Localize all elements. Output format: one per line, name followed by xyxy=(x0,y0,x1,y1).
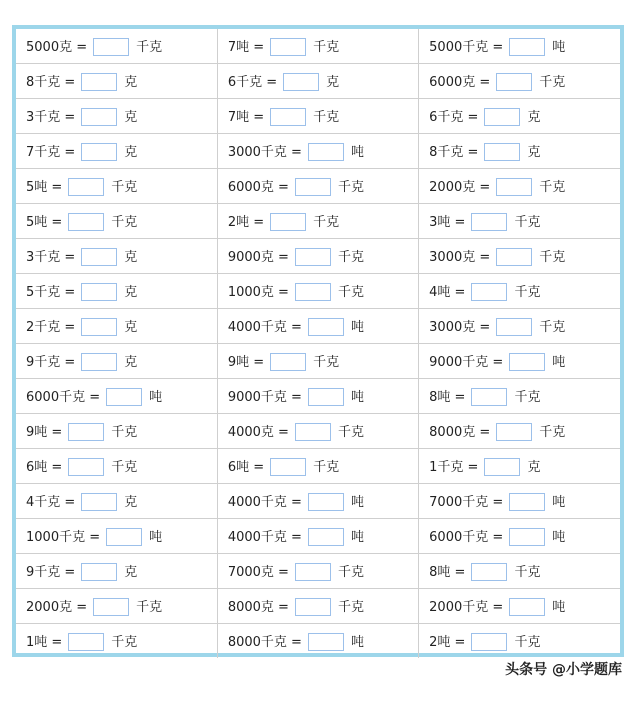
target-unit: 千克 xyxy=(514,214,541,230)
answer-input[interactable] xyxy=(68,423,104,441)
answer-input[interactable] xyxy=(308,633,344,651)
answer-input[interactable] xyxy=(68,633,104,651)
answer-input[interactable] xyxy=(295,248,331,266)
target-unit: 千克 xyxy=(136,39,163,55)
conversion-problem xyxy=(419,414,620,449)
answer-input[interactable] xyxy=(471,213,507,231)
answer-input[interactable] xyxy=(484,143,520,161)
conversion-problem xyxy=(16,204,217,239)
problem-question: 6吨 = xyxy=(227,459,265,475)
problem-question: 8000克 = xyxy=(227,599,289,615)
problem-question: 6吨 = xyxy=(26,459,63,475)
target-unit: 吨 xyxy=(350,634,364,650)
target-unit: 吨 xyxy=(350,319,364,335)
problem-question: 6000千克 = xyxy=(429,529,504,545)
table-row xyxy=(16,624,620,659)
target-unit: 吨 xyxy=(350,144,364,160)
conversion-problem xyxy=(16,449,217,484)
problem-question: 9吨 = xyxy=(26,424,63,440)
conversion-problem xyxy=(217,64,418,99)
answer-input[interactable] xyxy=(509,528,545,546)
conversion-problem xyxy=(419,204,620,239)
conversion-problem xyxy=(217,449,418,484)
target-unit: 克 xyxy=(124,249,138,265)
problem-question: 2000千克 = xyxy=(429,599,504,615)
target-unit: 千克 xyxy=(111,634,138,650)
conversion-problem xyxy=(217,624,418,659)
conversion-problem xyxy=(217,99,418,134)
answer-input[interactable] xyxy=(81,248,117,266)
target-unit: 克 xyxy=(527,109,541,125)
target-unit: 克 xyxy=(124,564,138,580)
target-unit: 千克 xyxy=(313,109,340,125)
problem-question: 5千克 = xyxy=(26,284,76,300)
conversion-problem xyxy=(419,29,620,64)
table-row xyxy=(16,379,620,414)
problem-question: 7000克 = xyxy=(227,564,289,580)
conversion-problem xyxy=(419,134,620,169)
answer-input[interactable] xyxy=(81,563,117,581)
answer-input[interactable] xyxy=(295,563,331,581)
conversion-problem xyxy=(419,99,620,134)
problem-question: 9000千克 = xyxy=(429,354,504,370)
problem-question: 4000千克 = xyxy=(227,529,302,545)
conversion-problem xyxy=(16,134,217,169)
problem-question: 3000克 = xyxy=(429,249,491,265)
conversion-problem xyxy=(217,309,418,344)
target-unit: 千克 xyxy=(337,179,364,195)
table-row xyxy=(16,274,620,309)
conversion-problem xyxy=(217,554,418,589)
target-unit: 千克 xyxy=(111,179,138,195)
target-unit: 千克 xyxy=(539,319,566,335)
answer-input[interactable] xyxy=(106,528,142,546)
conversion-problem xyxy=(16,309,217,344)
answer-input[interactable] xyxy=(81,353,117,371)
problem-question: 2000克 = xyxy=(429,179,491,195)
target-unit: 吨 xyxy=(350,494,364,510)
target-unit: 克 xyxy=(124,284,138,300)
problem-question: 3吨 = xyxy=(429,214,466,230)
conversion-problem xyxy=(419,344,620,379)
conversion-problem xyxy=(16,484,217,519)
problem-question: 2吨 = xyxy=(429,634,466,650)
target-unit: 吨 xyxy=(149,389,163,405)
table-row xyxy=(16,134,620,169)
table-row xyxy=(16,239,620,274)
watermark-footer: 头条号 @小学题库 xyxy=(505,662,622,678)
conversion-problem xyxy=(419,239,620,274)
answer-input[interactable] xyxy=(471,563,507,581)
problem-question: 3000千克 = xyxy=(227,144,302,160)
problem-question: 8吨 = xyxy=(429,564,466,580)
problem-question: 4000千克 = xyxy=(227,494,302,510)
answer-input[interactable] xyxy=(295,283,331,301)
answer-input[interactable] xyxy=(283,73,319,91)
conversion-problem xyxy=(419,484,620,519)
problem-question: 7千克 = xyxy=(26,144,76,160)
problem-question: 7吨 = xyxy=(227,39,265,55)
table-row xyxy=(16,414,620,449)
problem-question: 5000克 = xyxy=(26,39,88,55)
answer-input[interactable] xyxy=(509,353,545,371)
answer-input[interactable] xyxy=(509,38,545,56)
problem-question: 6000千克 = xyxy=(26,389,101,405)
problem-question: 6000克 = xyxy=(227,179,289,195)
problem-question: 4000克 = xyxy=(227,424,289,440)
answer-input[interactable] xyxy=(484,458,520,476)
answer-input[interactable] xyxy=(270,213,306,231)
answer-input[interactable] xyxy=(68,213,104,231)
answer-input[interactable] xyxy=(496,318,532,336)
conversion-problem xyxy=(16,274,217,309)
conversion-problem xyxy=(16,379,217,414)
problem-question: 1000克 = xyxy=(227,284,289,300)
problem-question: 8000千克 = xyxy=(227,634,302,650)
target-unit: 千克 xyxy=(111,214,138,230)
target-unit: 千克 xyxy=(539,179,566,195)
table-row xyxy=(16,589,620,624)
problem-question: 5000千克 = xyxy=(429,39,504,55)
target-unit: 千克 xyxy=(514,634,541,650)
table-row xyxy=(16,519,620,554)
answer-input[interactable] xyxy=(270,458,306,476)
problem-question: 6000克 = xyxy=(429,74,491,90)
target-unit: 千克 xyxy=(313,354,340,370)
conversion-problem xyxy=(419,449,620,484)
conversion-problem xyxy=(16,239,217,274)
answer-input[interactable] xyxy=(270,108,306,126)
answer-input[interactable] xyxy=(496,423,532,441)
problem-question: 7吨 = xyxy=(227,109,265,125)
answer-input[interactable] xyxy=(295,598,331,616)
problem-question: 4000千克 = xyxy=(227,319,302,335)
target-unit: 克 xyxy=(527,459,541,475)
target-unit: 千克 xyxy=(337,599,364,615)
conversion-problem xyxy=(217,414,418,449)
target-unit: 千克 xyxy=(539,74,566,90)
table-row xyxy=(16,449,620,484)
table-row xyxy=(16,204,620,239)
target-unit: 千克 xyxy=(111,424,138,440)
answer-input[interactable] xyxy=(496,248,532,266)
conversion-problem xyxy=(217,204,418,239)
problem-question: 9千克 = xyxy=(26,564,76,580)
conversion-problem xyxy=(217,344,418,379)
target-unit: 千克 xyxy=(313,214,340,230)
conversion-problem xyxy=(419,64,620,99)
target-unit: 千克 xyxy=(337,284,364,300)
target-unit: 千克 xyxy=(313,459,340,475)
answer-input[interactable] xyxy=(471,283,507,301)
target-unit: 千克 xyxy=(313,39,340,55)
conversion-problem xyxy=(16,344,217,379)
target-unit: 千克 xyxy=(337,564,364,580)
answer-input[interactable] xyxy=(81,108,117,126)
target-unit: 千克 xyxy=(514,564,541,580)
problem-question: 9吨 = xyxy=(227,354,265,370)
answer-input[interactable] xyxy=(68,178,104,196)
problem-question: 9000千克 = xyxy=(227,389,302,405)
answer-input[interactable] xyxy=(93,598,129,616)
conversion-problem xyxy=(217,484,418,519)
target-unit: 千克 xyxy=(136,599,163,615)
answer-input[interactable] xyxy=(295,178,331,196)
conversion-problem xyxy=(419,274,620,309)
conversion-table xyxy=(16,29,620,658)
table-row xyxy=(16,99,620,134)
problem-question: 2千克 = xyxy=(26,319,76,335)
answer-input[interactable] xyxy=(308,528,344,546)
target-unit: 千克 xyxy=(514,284,541,300)
conversion-problem xyxy=(16,519,217,554)
answer-input[interactable] xyxy=(295,423,331,441)
problem-question: 9千克 = xyxy=(26,354,76,370)
target-unit: 克 xyxy=(124,109,138,125)
conversion-problem xyxy=(16,99,217,134)
answer-input[interactable] xyxy=(81,283,117,301)
problem-question: 9000克 = xyxy=(227,249,289,265)
conversion-problem xyxy=(16,589,217,624)
target-unit: 千克 xyxy=(514,389,541,405)
target-unit: 吨 xyxy=(149,529,163,545)
problem-question: 8000克 = xyxy=(429,424,491,440)
problem-question: 7000千克 = xyxy=(429,494,504,510)
answer-input[interactable] xyxy=(68,458,104,476)
answer-input[interactable] xyxy=(93,38,129,56)
answer-input[interactable] xyxy=(509,493,545,511)
answer-input[interactable] xyxy=(308,388,344,406)
target-unit: 克 xyxy=(124,74,138,90)
target-unit: 千克 xyxy=(539,424,566,440)
conversion-problem xyxy=(217,589,418,624)
conversion-problem xyxy=(217,239,418,274)
conversion-problem xyxy=(419,169,620,204)
table-row xyxy=(16,64,620,99)
problem-question: 8千克 = xyxy=(26,74,76,90)
conversion-problem xyxy=(419,624,620,659)
conversion-problem xyxy=(419,519,620,554)
target-unit: 吨 xyxy=(350,389,364,405)
answer-input[interactable] xyxy=(270,38,306,56)
target-unit: 克 xyxy=(124,354,138,370)
target-unit: 千克 xyxy=(539,249,566,265)
conversion-problem xyxy=(217,134,418,169)
problem-question: 4吨 = xyxy=(429,284,466,300)
answer-input[interactable] xyxy=(471,633,507,651)
target-unit: 克 xyxy=(124,319,138,335)
problem-question: 2吨 = xyxy=(227,214,265,230)
conversion-problem xyxy=(16,169,217,204)
conversion-problem xyxy=(16,414,217,449)
answer-input[interactable] xyxy=(81,493,117,511)
problem-question: 8吨 = xyxy=(429,389,466,405)
target-unit: 吨 xyxy=(552,494,566,510)
target-unit: 千克 xyxy=(337,249,364,265)
problem-question: 5吨 = xyxy=(26,179,63,195)
target-unit: 吨 xyxy=(552,599,566,615)
problem-question: 3千克 = xyxy=(26,249,76,265)
worksheet xyxy=(12,25,624,657)
problem-question: 1吨 = xyxy=(26,634,63,650)
problem-question: 4千克 = xyxy=(26,494,76,510)
target-unit: 克 xyxy=(326,74,340,90)
answer-input[interactable] xyxy=(509,598,545,616)
answer-input[interactable] xyxy=(496,73,532,91)
problem-question: 6千克 = xyxy=(227,74,278,90)
answer-input[interactable] xyxy=(471,388,507,406)
conversion-problem xyxy=(16,624,217,659)
problem-question: 5吨 = xyxy=(26,214,63,230)
answer-input[interactable] xyxy=(270,353,306,371)
answer-input[interactable] xyxy=(81,318,117,336)
conversion-problem xyxy=(217,29,418,64)
conversion-problem xyxy=(217,519,418,554)
target-unit: 克 xyxy=(527,144,541,160)
target-unit: 吨 xyxy=(552,529,566,545)
conversion-problem xyxy=(419,589,620,624)
target-unit: 吨 xyxy=(350,529,364,545)
problem-question: 3千克 = xyxy=(26,109,76,125)
table-row xyxy=(16,309,620,344)
answer-input[interactable] xyxy=(484,108,520,126)
answer-input[interactable] xyxy=(496,178,532,196)
conversion-problem xyxy=(16,64,217,99)
answer-input[interactable] xyxy=(308,143,344,161)
problem-question: 2000克 = xyxy=(26,599,88,615)
problem-question: 3000克 = xyxy=(429,319,491,335)
table-row xyxy=(16,554,620,589)
problem-question: 1000千克 = xyxy=(26,529,101,545)
conversion-problem xyxy=(16,29,217,64)
conversion-problem xyxy=(419,379,620,414)
problem-question: 8千克 = xyxy=(429,144,479,160)
target-unit: 千克 xyxy=(337,424,364,440)
target-unit: 吨 xyxy=(552,354,566,370)
target-unit: 千克 xyxy=(111,459,138,475)
target-unit: 吨 xyxy=(552,39,566,55)
problem-question: 1千克 = xyxy=(429,459,479,475)
target-unit: 克 xyxy=(124,494,138,510)
conversion-problem xyxy=(217,274,418,309)
answer-input[interactable] xyxy=(81,143,117,161)
table-row xyxy=(16,29,620,64)
answer-input[interactable] xyxy=(106,388,142,406)
target-unit: 克 xyxy=(124,144,138,160)
conversion-problem xyxy=(217,169,418,204)
answer-input[interactable] xyxy=(81,73,117,91)
problem-question: 6千克 = xyxy=(429,109,479,125)
conversion-problem xyxy=(217,379,418,414)
table-row xyxy=(16,484,620,519)
conversion-problem xyxy=(419,554,620,589)
table-row xyxy=(16,344,620,379)
answer-input[interactable] xyxy=(308,493,344,511)
table-row xyxy=(16,169,620,204)
conversion-problem xyxy=(16,554,217,589)
answer-input[interactable] xyxy=(308,318,344,336)
conversion-problem xyxy=(419,309,620,344)
